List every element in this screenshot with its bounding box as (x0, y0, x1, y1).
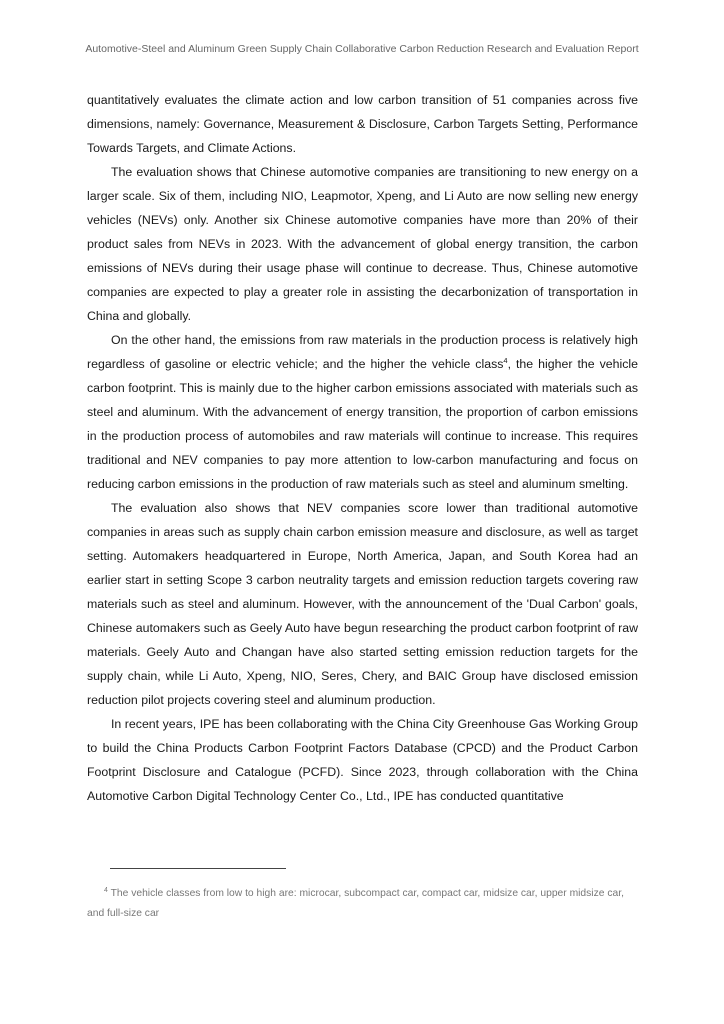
footnote-text: The vehicle classes from low to high are: microcar, subcompact car, compact car, midsize car, upper midsize car, and full-size car (87, 888, 624, 919)
footnote-reference[interactable]: 4 (503, 356, 508, 365)
paragraph-supply-chain-scores: The evaluation also shows that NEV companies score lower than traditional automotive companies in areas such as supply chain carbon emission measure and disclosure, as well as target setting. Automakers headquartered in Europe, North America, Japan, and South Korea had an earlier start in setting Scope 3 carbon neutrality targets and emission reduction targets covering raw materials such as steel and aluminum. However, with the announcement of the 'Dual Carbon' goals, Chinese automakers such as Geely Auto have begun researching the product carbon footprint of raw materials. Geely Auto and Changan have also started setting emission reduction targets for the supply chain, while Li Auto, Xpeng, NIO, Seres, Chery, and BAIC Group have disclosed emission reduction pilot projects covering steel and aluminum production. (87, 501, 638, 707)
paragraph-raw-materials-text-before: On the other hand, the emissions from raw materials in the production process is relatively high regardless of gasoline or electric vehicle; and the higher the vehicle class (87, 333, 638, 371)
paragraph-continuation: quantitatively evaluates the climate action and low carbon transition of 51 companies across five dimensions, namely: Governance, Measurement & Disclosure, Carbon Targets Setting, Performance Towards Targets, and Climate Actions. (87, 93, 638, 155)
footnote-separator (110, 868, 286, 869)
paragraph-raw-materials (87, 328, 638, 496)
paragraph-ipe-collaboration: In recent years, IPE has been collaborating with the China City Greenhouse Gas Working Group to build the China Products Carbon Footprint Factors Database (CPCD) and the Product Carbon Footprint Disclosure and Catalogue (PCFD). Since 2023, through collaboration with the China Automotive Carbon Digital Technology Center Co., Ltd., IPE has conducted quantitative (87, 717, 638, 803)
footnote-number: 4 (104, 887, 108, 894)
paragraph-nev-transition: The evaluation shows that Chinese automotive companies are transitioning to new energy on a larger scale. Six of them, including NIO, Leapmotor, Xpeng, and Li Auto are now selling new energy vehicles (NEVs) only. Another six Chinese automotive companies have more than 20% of their product sales from NEVs in 2023. With the advancement of global energy transition, the carbon emissions of NEVs during their usage phase will continue to decrease. Thus, Chinese automotive companies are expected to play a greater role in assisting the decarbonization of transportation in China and globally. (87, 165, 638, 323)
running-header: Automotive-Steel and Aluminum Green Supply Chain Collaborative Carbon Reduction Research and Evaluation Report (85, 43, 639, 55)
footnote (87, 884, 638, 924)
body-text (87, 88, 638, 808)
paragraph-raw-materials-text-after: , the higher the vehicle carbon footprint. This is mainly due to the higher carbon emissions associated with materials such as steel and aluminum. With the advancement of energy transition, the proportion of carbon emissions in the production process of automobiles and raw materials will continue to increase. This requires traditional and NEV companies to pay more attention to low-carbon manufacturing and focus on reducing carbon emissions in the production of raw materials such as steel and aluminum smelting. (87, 357, 639, 491)
